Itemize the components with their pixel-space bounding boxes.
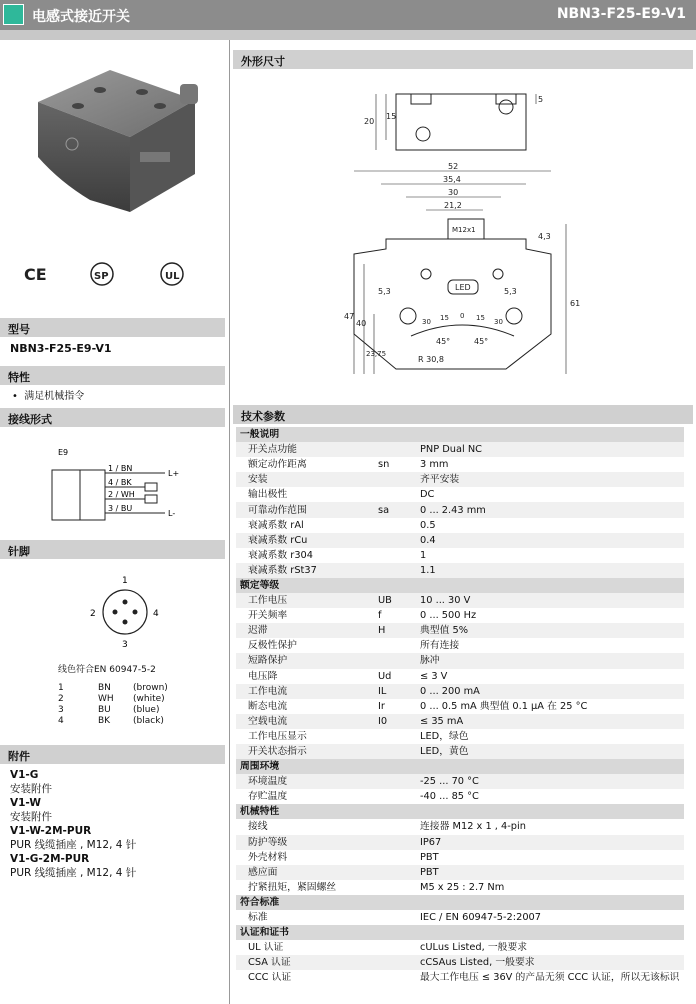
spec-group-title: 符合标准 — [236, 895, 684, 910]
dim-top-5: 5 — [538, 95, 544, 104]
spec-symbol: Ud — [378, 670, 392, 682]
spec-label: 迟滞 — [236, 623, 376, 638]
section-header-feature: 特性 — [0, 366, 225, 385]
spec-symbol — [376, 880, 418, 895]
spec-row — [236, 910, 684, 925]
spec-value: IP67 — [418, 835, 684, 850]
spec-symbol — [376, 487, 418, 502]
scale-15-right: 15 — [476, 314, 485, 322]
wire-1: 1 / BN — [108, 464, 133, 473]
spec-group-title: 认证和证书 — [236, 925, 684, 940]
angle-left: 45° — [436, 337, 451, 346]
spec-label: 衰减系数 rAl — [248, 519, 304, 531]
spec-label: 存贮温度 — [248, 791, 288, 803]
pin-label-1: 1 — [122, 576, 128, 586]
spec-value: PBT — [420, 851, 439, 863]
spec-symbol — [376, 548, 418, 563]
supply-minus: L- — [168, 509, 176, 518]
pin-color-table — [58, 683, 168, 727]
spec-row — [236, 789, 684, 804]
spec-label: 拧紧扭矩，紧固螺丝 — [248, 881, 337, 893]
spec-label: 防护等级 — [236, 835, 376, 850]
spec-value: 最大工作电压 ≤ 36V 的产品无须 CCC 认证，所以无该标识 — [420, 971, 680, 983]
accessory-list — [10, 768, 220, 880]
dim-4-3: 4,3 — [538, 232, 551, 241]
angle-right: 45° — [474, 337, 489, 346]
scale-15-left: 15 — [440, 314, 449, 322]
spec-symbol: f — [378, 610, 382, 622]
spec-row — [236, 608, 684, 623]
spec-symbol — [376, 653, 418, 668]
spec-value: PNP Dual NC — [418, 442, 684, 457]
svg-text:CE: CE — [24, 265, 47, 284]
spec-group-header — [236, 925, 684, 940]
svg-text:UL: UL — [165, 271, 180, 282]
spec-symbol: UB — [376, 593, 418, 608]
dim-height-23-75: 23,75 — [366, 350, 387, 358]
spec-value: LED，黄色 — [418, 744, 684, 759]
pin-color-name: (black) — [133, 716, 164, 726]
pin-color-name: (white) — [133, 694, 165, 704]
spec-value: 典型值 5% — [418, 623, 684, 638]
spec-value: ≤ 35 mA — [418, 714, 684, 729]
brand-logo — [3, 4, 24, 25]
section-header-accessory: 附件 — [0, 745, 225, 764]
spec-symbol — [376, 819, 418, 834]
spec-symbol — [376, 533, 418, 548]
feature-item: • 满足机械指令 — [12, 391, 85, 402]
pin-color-name: (blue) — [133, 705, 160, 715]
pin-number: 3 — [58, 705, 64, 715]
spec-group-header — [236, 759, 684, 774]
dim-width-35-4: 35,4 — [443, 175, 461, 184]
spec-symbol — [376, 744, 418, 759]
spec-row — [236, 955, 684, 970]
spec-value: 齐平安装 — [418, 472, 684, 487]
wiring-label: E9 — [58, 448, 69, 457]
spec-row — [236, 653, 684, 668]
spec-label: 额定动作距离 — [248, 459, 307, 471]
pin-row — [58, 683, 168, 694]
spec-row — [236, 472, 684, 487]
dimension-drawing — [236, 74, 692, 394]
spec-value: ≤ 3 V — [420, 670, 448, 682]
header-subbar — [0, 30, 696, 40]
spec-row — [236, 835, 684, 850]
pin-color-code: BK — [98, 716, 111, 726]
spec-row — [236, 684, 684, 699]
spec-value: LED，绿色 — [420, 730, 469, 742]
spec-symbol — [376, 970, 418, 985]
spec-table — [236, 427, 684, 985]
spec-row — [236, 487, 684, 502]
spec-label: 输出极性 — [248, 489, 288, 501]
page-title: 电感式接近开关 — [32, 9, 130, 25]
accessory-desc: 安装附件 — [10, 783, 52, 795]
spec-row — [236, 714, 684, 729]
dim-led: LED — [455, 283, 471, 292]
spec-symbol: I0 — [376, 714, 418, 729]
spec-value: 0 ... 2.43 mm — [418, 502, 684, 517]
spec-value: cCSAus Listed, 一般要求 — [418, 955, 684, 970]
pin-number: 4 — [58, 716, 64, 726]
model-value: NBN3-F25-E9-V1 — [10, 342, 112, 355]
spec-label: 工作电压 — [236, 593, 376, 608]
spec-symbol — [376, 789, 418, 804]
spec-value: -40 ... 85 °C — [420, 791, 479, 803]
spec-label: 标准 — [248, 912, 268, 924]
spec-label: 开关频率 — [248, 610, 288, 622]
spec-row — [236, 940, 684, 955]
spec-label: 开关状态指示 — [236, 744, 376, 759]
spec-value: 所有连接 — [420, 640, 460, 652]
spec-value: M5 x 25 : 2.7 Nm — [420, 881, 505, 893]
spec-label: 工作电流 — [236, 684, 376, 699]
spec-symbol — [376, 638, 418, 653]
spec-row — [236, 774, 684, 789]
pin-color-code: BU — [98, 705, 111, 715]
spec-label: 环境温度 — [236, 774, 376, 789]
wire-4: 4 / BK — [108, 478, 132, 487]
spec-row — [236, 457, 684, 472]
dim-5-3-left: 5,3 — [378, 287, 391, 296]
accessory-code: V1-G-2M-PUR — [10, 853, 90, 865]
spec-label: 衰减系数 rCu — [236, 533, 376, 548]
spec-row — [236, 563, 684, 578]
spec-label: 空载电流 — [236, 714, 376, 729]
spec-symbol: H — [376, 623, 418, 638]
spec-row — [236, 623, 684, 638]
column-divider — [229, 40, 230, 1004]
spec-group-header — [236, 804, 684, 819]
dim-5-3-right: 5,3 — [504, 287, 517, 296]
spec-value: 连接器 M12 x 1 , 4-pin — [420, 821, 526, 833]
pin-color-code: WH — [98, 694, 114, 704]
spec-row — [236, 850, 684, 865]
spec-symbol — [376, 940, 418, 955]
accessory-code: V1-W — [10, 797, 41, 809]
spec-label: 短路保护 — [236, 653, 376, 668]
accessory-code: V1-W-2M-PUR — [10, 825, 92, 837]
spec-label: 衰减系数 r304 — [248, 549, 314, 561]
spec-label: CCC 认证 — [248, 971, 292, 983]
spec-value: 1 — [420, 549, 427, 561]
spec-value: DC — [420, 489, 435, 501]
pin-number: 1 — [58, 683, 64, 693]
spec-row — [236, 744, 684, 759]
pin-label-4: 4 — [153, 609, 159, 619]
spec-symbol — [376, 729, 418, 744]
spec-symbol — [376, 518, 418, 533]
wire-2: 2 / WH — [108, 490, 135, 499]
wiring-diagram — [40, 445, 190, 535]
spec-value: 3 mm — [420, 459, 449, 471]
dim-height-47: 47 — [344, 312, 355, 321]
accessory-desc: PUR 线缆插座 , M12, 4 针 — [10, 839, 137, 851]
spec-label: 衰减系数 rSt37 — [236, 563, 376, 578]
dim-height-40: 40 — [356, 319, 367, 328]
spec-group-title: 机械特性 — [236, 804, 684, 819]
spec-label: 开关点功能 — [236, 442, 376, 457]
spec-value: 0 ... 0.5 mA 典型值 0.1 μA 在 25 °C — [420, 700, 588, 712]
spec-row — [236, 865, 684, 880]
spec-row — [236, 518, 684, 533]
spec-value: cULus Listed, 一般要求 — [420, 942, 528, 954]
pin-label-2: 2 — [90, 609, 96, 619]
spec-label: 可靠动作范围 — [236, 502, 376, 517]
spec-value: 10 ... 30 V — [418, 593, 684, 608]
spec-group-header — [236, 895, 684, 910]
accessory-code: V1-G — [10, 769, 39, 781]
spec-label: CSA 认证 — [236, 955, 376, 970]
spec-group-title: 周围环境 — [236, 759, 684, 774]
spec-value: 脉冲 — [418, 653, 684, 668]
spec-value: IEC / EN 60947-5-2:2007 — [420, 912, 542, 924]
spec-symbol: IL — [376, 684, 418, 699]
spec-value: 0.4 — [418, 533, 684, 548]
spec-row — [236, 533, 684, 548]
pin-row — [58, 716, 168, 727]
spec-label: 工作电压显示 — [248, 730, 307, 742]
spec-group-title: 额定等级 — [236, 578, 684, 593]
spec-row — [236, 442, 684, 457]
spec-symbol — [376, 442, 418, 457]
spec-value: 0.5 — [420, 519, 436, 531]
spec-symbol — [376, 955, 418, 970]
pin-row — [58, 705, 168, 716]
dim-radius: R 30,8 — [418, 355, 444, 364]
feature-text: 满足机械指令 — [24, 391, 85, 402]
spec-label: UL 认证 — [248, 942, 284, 954]
dim-top-20: 20 — [364, 117, 375, 126]
spec-label: 外壳材料 — [248, 851, 288, 863]
scale-0: 0 — [460, 312, 465, 320]
dim-width-21-2: 21,2 — [444, 201, 462, 210]
spec-symbol — [376, 774, 418, 789]
dim-width-52: 52 — [448, 162, 459, 171]
pin-diagram — [80, 572, 170, 650]
pin-number: 2 — [58, 694, 64, 704]
spec-symbol — [376, 850, 418, 865]
dim-width-30: 30 — [448, 188, 459, 197]
pin-color-note: 线色符合EN 60947-5-2 — [58, 665, 156, 675]
scale-30-left: 30 — [422, 318, 431, 326]
accessory-desc: PUR 线缆插座 , M12, 4 针 — [10, 867, 137, 879]
dim-height-61: 61 — [570, 299, 581, 308]
pin-row — [58, 694, 168, 705]
spec-symbol — [376, 910, 418, 925]
dim-connector: M12x1 — [452, 226, 476, 234]
spec-row — [236, 729, 684, 744]
header-bar — [0, 0, 696, 30]
spec-label: 断态电流 — [248, 700, 288, 712]
spec-symbol — [376, 835, 418, 850]
section-header-pin: 针脚 — [0, 540, 225, 559]
spec-row — [236, 880, 684, 895]
spec-symbol — [376, 563, 418, 578]
wire-3: 3 / BU — [108, 504, 133, 513]
spec-label: 反极性保护 — [248, 640, 297, 652]
spec-label: 安装 — [236, 472, 376, 487]
scale-30-right: 30 — [494, 318, 503, 326]
product-model-title: NBN3-F25-E9-V1 — [556, 6, 686, 22]
spec-row — [236, 970, 684, 985]
spec-symbol: Ir — [378, 700, 385, 712]
spec-symbol — [376, 472, 418, 487]
spec-row — [236, 593, 684, 608]
pin-label-3: 3 — [122, 640, 128, 650]
section-header-specs: 技术参数 — [233, 405, 693, 424]
spec-row — [236, 638, 684, 653]
spec-row — [236, 502, 684, 517]
spec-label: 感应面 — [236, 865, 376, 880]
spec-group-title: 一般说明 — [236, 427, 684, 442]
spec-value: 1.1 — [418, 563, 684, 578]
pin-color-code: BN — [98, 683, 111, 693]
spec-row — [236, 669, 684, 684]
section-header-model: 型号 — [0, 318, 225, 337]
spec-value: PBT — [418, 865, 684, 880]
section-header-wiring: 接线形式 — [0, 408, 225, 427]
spec-row — [236, 548, 684, 563]
spec-value: 0 ... 500 Hz — [420, 610, 477, 622]
pin-color-name: (brown) — [133, 683, 168, 693]
spec-value: 0 ... 200 mA — [418, 684, 684, 699]
spec-symbol: sn — [378, 459, 390, 471]
spec-label: 电压降 — [248, 670, 278, 682]
accessory-desc: 安装附件 — [10, 811, 52, 823]
spec-symbol: sa — [376, 502, 418, 517]
certification-marks — [20, 260, 210, 290]
dim-top-15: 15 — [386, 112, 397, 121]
spec-value: -25 ... 70 °C — [418, 774, 684, 789]
spec-row — [236, 819, 684, 834]
spec-group-header — [236, 427, 684, 442]
product-photo — [30, 62, 200, 222]
spec-row — [236, 699, 684, 714]
supply-plus: L+ — [168, 469, 180, 478]
spec-group-header — [236, 578, 684, 593]
spec-label: 接线 — [248, 821, 268, 833]
svg-text:SP: SP — [94, 271, 109, 282]
section-header-dimensions: 外形尺寸 — [233, 50, 693, 69]
spec-symbol — [376, 865, 418, 880]
